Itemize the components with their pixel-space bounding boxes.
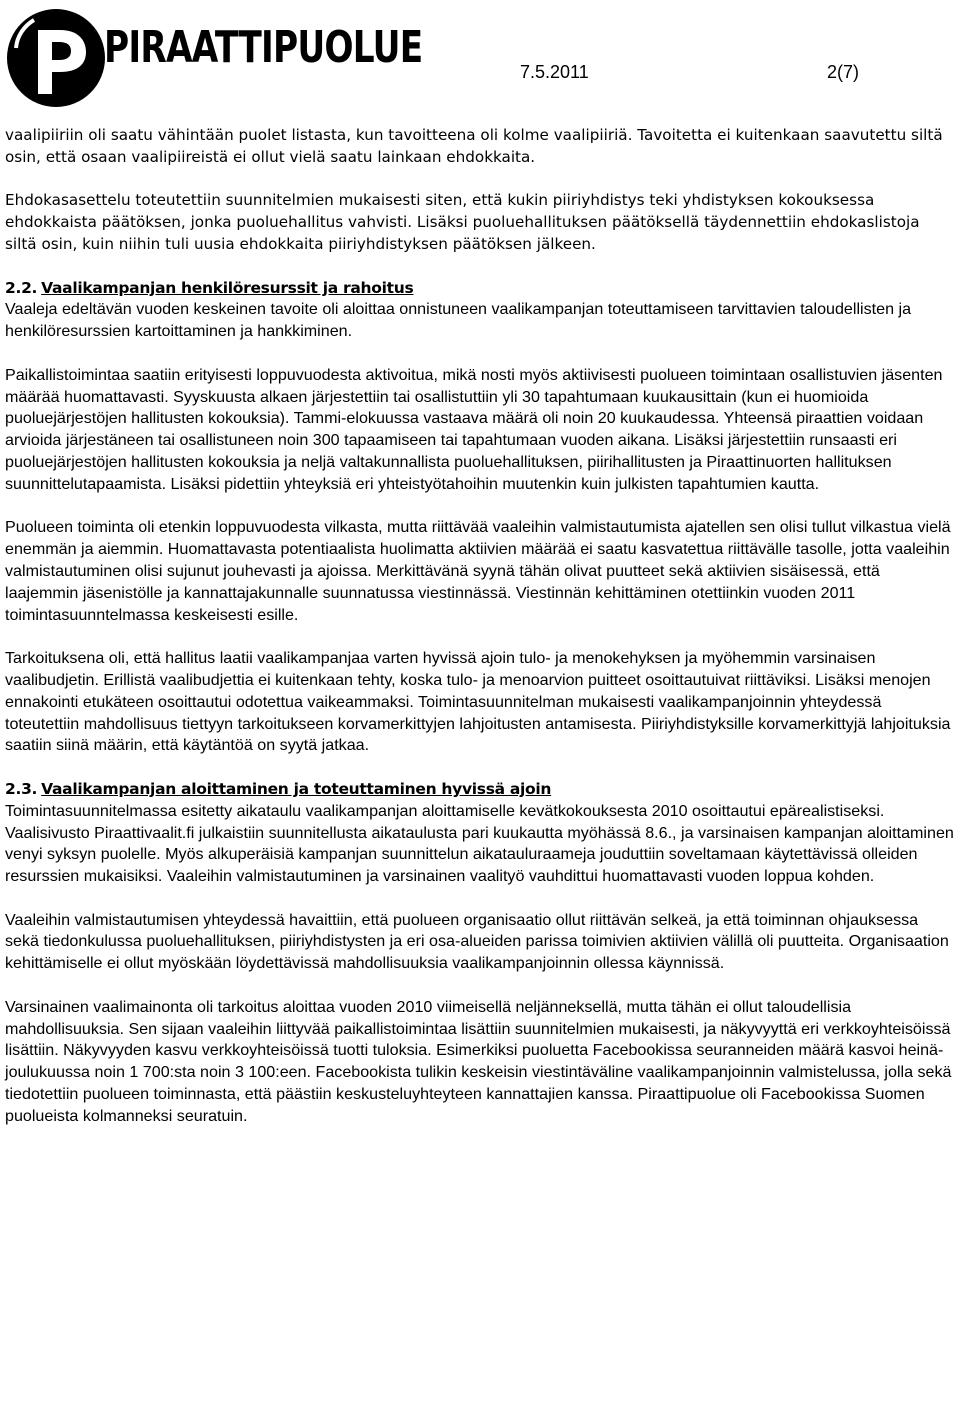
section-number: 2.2. bbox=[5, 278, 38, 297]
section-number: 2.3. bbox=[5, 779, 38, 798]
page-number: 2(7) bbox=[827, 62, 860, 82]
paragraph: Tarkoituksena oli, että hallitus laatii vaalikampanjaa varten hyvissä ajoin tulo- ja menokehyksen ja myöhemmin varsinaisen vaalibudjetin. Erillistä vaalibudjettia ei kuitenkaan tehty, koska tulo- ja menoarvion puitteet osoittautuivat riittäviksi. Lisäksi menojen ennakointi etukäteen osoittautui odotettua vaikeammaksi. Toimintasuunnitelman mukaisesti vaalikampanjoinnin yhteydessä toteutettiin mahdollisuus tiettyyn tarkoitukseen korvamerkittyjen lahjoitusten antamisesta. Piiriyhdistyksille korvamerkittyjä lahjoituksia saatiin siinä määrin, että käytäntöä on syytä jatkaa. bbox=[5, 649, 951, 755]
paragraph: Paikallistoimintaa saatiin erityisesti loppuvuodesta aktivoitua, mikä nosti myös aktiivisesti puolueen toimintaan osallistuvien jäsenten määrää huomattavasti. Syyskuusta alkaen järjestettiin tai osallistuttiin yli 30 tapahtumaan kuukausittain (kun ei huomioida puoluejärjestöjen hallitusten kokouksia). Tammi-elokuussa vastaava määrä oli noin 20 kuukaudessa. Yhteensä piraattien voidaan arvioida järjestäneen tai osallistuneen noin 300 tapaamiseen tai tapahtumaan vuoden aikana. Lisäksi järjestettiin runsaasti eri puoluejärjestöjen hallitusten kokouksia ja neljä valtakunnallista puoluehallituksen, piirihallitusten ja Piraattinuorten hallituksen suunnittelutapaamista. Lisäksi pidettiin yhteyksiä eri yhteistyötahoihin muutenkin kuin julkisten tapahtumien kautta. bbox=[5, 365, 943, 493]
section-heading-2-3 bbox=[5, 779, 955, 801]
paragraph: Vaaleja edeltävän vuoden keskeinen tavoite oli aloittaa onnistuneen vaalikampanjan toteuttamiseen tarvittavien taloudellisten ja henkilöresurssien kartoittaminen ja hankkiminen. bbox=[5, 300, 912, 341]
document-body bbox=[5, 125, 955, 1128]
paragraph: Puolueen toiminta oli etenkin loppuvuodesta vilkasta, mutta riittävää vaaleihin valmistautumista ajatellen sen olisi tullut vilkastua vielä enemmän ja aiemmin. Huomattavasta potentiaalista huolimatta aktiivien määrää ei saatu kasvatettua riittävälle tasolle, jotta vaaleihin valmistautuminen olisi sujunut jouhevasti ja ajoissa. Merkittävänä syynä tähän olivat puutteet sekä aktiivien sisäisessä, että laajemmin jäsenistölle ja kannattajakunnalle suunnatussa viestinnässä. Viestinnän kehittäminen otettiinkin vuoden 2011 toimintasuunntelmassa keskeisesti esille. bbox=[5, 518, 951, 624]
paragraph: Toimintasuunnitelmassa esitetty aikataulu vaalikampanjan aloittamiselle kevätkokouksesta 2010 osoittautui epärealistiseksi. Vaalisivusto Piraattivaalit.fi julkaistiin suunnitellusta aikataulusta pari kuukautta myöhässä 8.6., ja varsinaisen kampanjan aloittaminen venyi syksyn puolelle. Myös alkuperäisiä kampanjan suunnittelun aikatauluraameja jouduttiin soveltamaan käytettävissä olleiden resurssien mukaisiksi. Vaaleihin valmistautuminen ja varsinainen vaalityö vauhdittui huomattavasti vuoden loppua kohden. bbox=[5, 801, 954, 886]
page-header bbox=[0, 0, 960, 110]
paragraph: Vaaleihin valmistautumisen yhteydessä havaittiin, että puolueen organisaatio ollut riittävän selkeä, ja että toiminnan ohjauksessa sekä tiedonkulussa puoluehallituksen, piiriyhdistysten ja eri osa-alueiden parissa toimivien aktiivien välillä oli puutteita. Organisaation kehittämiselle ei ollut myöskään löydettävissä mahdollisuuksia vaalikampanjoinnin ollessa käynnissä. bbox=[5, 910, 949, 973]
paragraph: Ehdokasasettelu toteutettiin suunnitelmien mukaisesti siten, että kukin piiriyhdistys teki yhdistyksen kokouksessa ehdokkaista päätöksen, jonka puoluehallitus vahvisti. Lisäksi puoluehallituksen päätöksellä täydennettiin ehdokaslistoja siltä osin, kuin niihin tuli uusia ehdokkaita piiriyhdistyksen päätöksen jälkeen. bbox=[5, 191, 920, 253]
logo-wordmark: PIRAATTIPUOLUE bbox=[104, 22, 423, 73]
section-heading-2-2 bbox=[5, 278, 955, 300]
paragraph: Varsinainen vaalimainonta oli tarkoitus aloittaa vuoden 2010 viimeisellä neljänneksellä, mutta tähän ei ollut taloudellisia mahdollisuuksia. Sen sijaan vaaleihin liittyvää paikallistoimintaa lisättiin suunnitelmien mukaisesti, ja näkyvyyttä eri verkkoyhteisöissä lisättiin. Näkyvyyden kasvu verkkoyhteisöissä tuotti tuloksia. Esimerkiksi puoluetta Facebookissa seuranneiden määrä kasvoi heinä-joulukuussa noin 1 700:sta noin 3 100:een. Facebookista tulikin keskeisin viestintäväline vaalikampanjoinnin valmistelussa, jolla sekä tiedotettiin puolueen toiminnasta, että päästiin keskusteluyhteyteen kannattajien kanssa. Piraattipuolue oli Facebookissa Suomen puolueista kolmanneksi seuratuin. bbox=[5, 997, 952, 1125]
document-date: 7.5.2011 bbox=[520, 62, 589, 82]
paragraph: vaalipiiriin oli saatu vähintään puolet listasta, kun tavoitteena oli kolme vaalipiiriä. Tavoitetta ei kuitenkaan saavutettu siltä osin, että osaan vaalipiireistä ei ollut vielä saatu lainkaan ehdokkaita. bbox=[5, 126, 943, 166]
section-title: Vaalikampanjan aloittaminen ja toteuttaminen hyvissä ajoin bbox=[41, 779, 552, 798]
section-title: Vaalikampanjan henkilöresurssit ja rahoitus bbox=[41, 278, 414, 297]
pirate-party-logo-icon bbox=[4, 6, 108, 110]
